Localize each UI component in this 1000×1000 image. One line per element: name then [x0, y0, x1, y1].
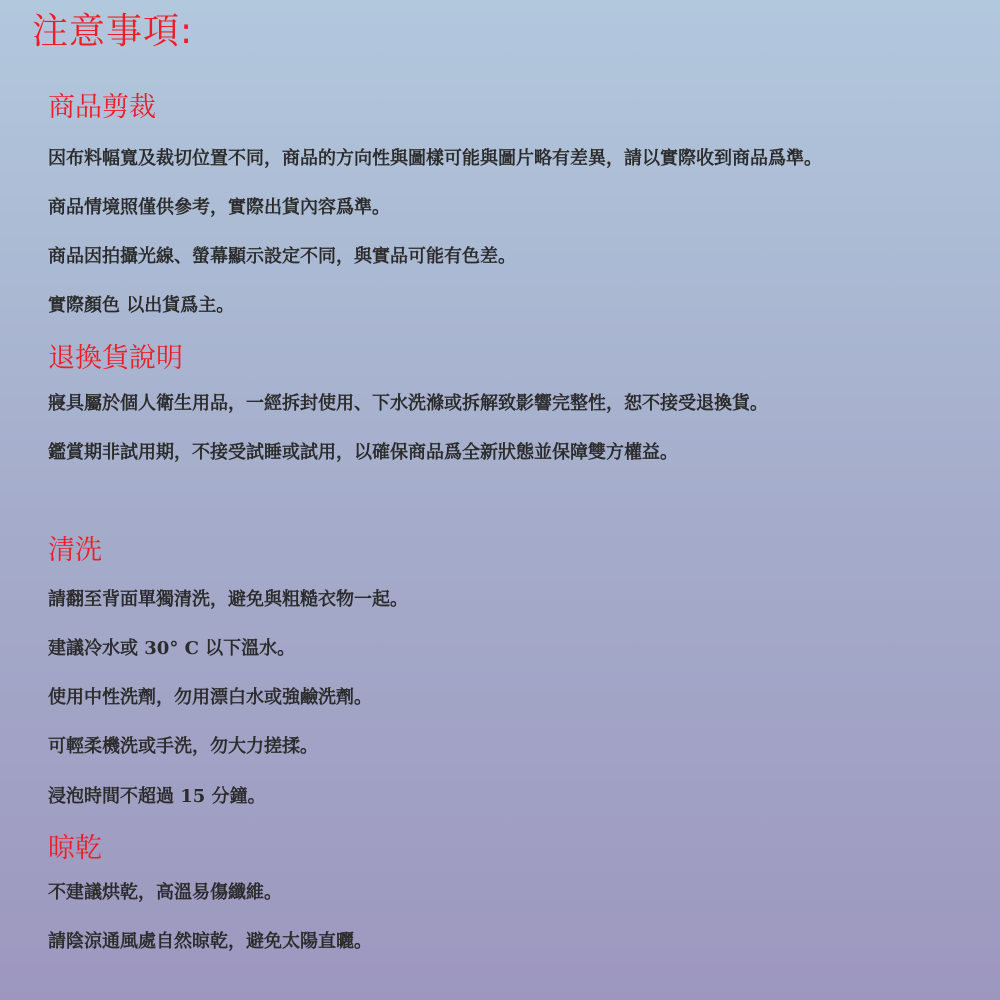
drying-line-2: 請陰涼通風處自然晾乾，避免太陽直曬。	[48, 931, 372, 952]
washing-line-4: 可輕柔機洗或手洗，勿大力搓揉。	[48, 736, 318, 757]
section-heading-washing: 清洗	[48, 535, 102, 566]
page-title: 注意事項:	[32, 11, 194, 52]
section-heading-return-policy: 退換貨說明	[48, 343, 183, 374]
section-heading-product-cutting: 商品剪裁	[48, 92, 156, 123]
washing-line-1: 請翻至背面單獨清洗，避免與粗糙衣物一起。	[48, 589, 408, 610]
product-cutting-line-1: 因布料幅寬及裁切位置不同，商品的方向性與圖樣可能與圖片略有差異，請以實際收到商品爲準。	[48, 148, 822, 169]
product-cutting-line-2: 商品情境照僅供參考，實際出貨內容爲準。	[48, 197, 390, 218]
return-policy-line-2: 鑑賞期非試用期，不接受試睡或試用，以確保商品爲全新狀態並保障雙方權益。	[48, 442, 678, 463]
return-policy-line-1: 寢具屬於個人衛生用品，一經拆封使用、下水洗滌或拆解致影響完整性，恕不接受退換貨。	[48, 393, 768, 414]
washing-line-3: 使用中性洗劑，勿用漂白水或強鹼洗劑。	[48, 687, 372, 708]
product-cutting-line-4: 實際顏色 以出貨爲主。	[48, 295, 235, 316]
washing-line-2: 建議冷水或 30° C 以下溫水。	[48, 638, 296, 659]
section-heading-drying: 晾乾	[48, 833, 102, 864]
washing-line-5: 浸泡時間不超過 15 分鐘。	[48, 786, 266, 807]
drying-line-1: 不建議烘乾，高溫易傷纖維。	[48, 882, 282, 903]
product-cutting-line-3: 商品因拍攝光線、螢幕顯示設定不同，與實品可能有色差。	[48, 246, 516, 267]
